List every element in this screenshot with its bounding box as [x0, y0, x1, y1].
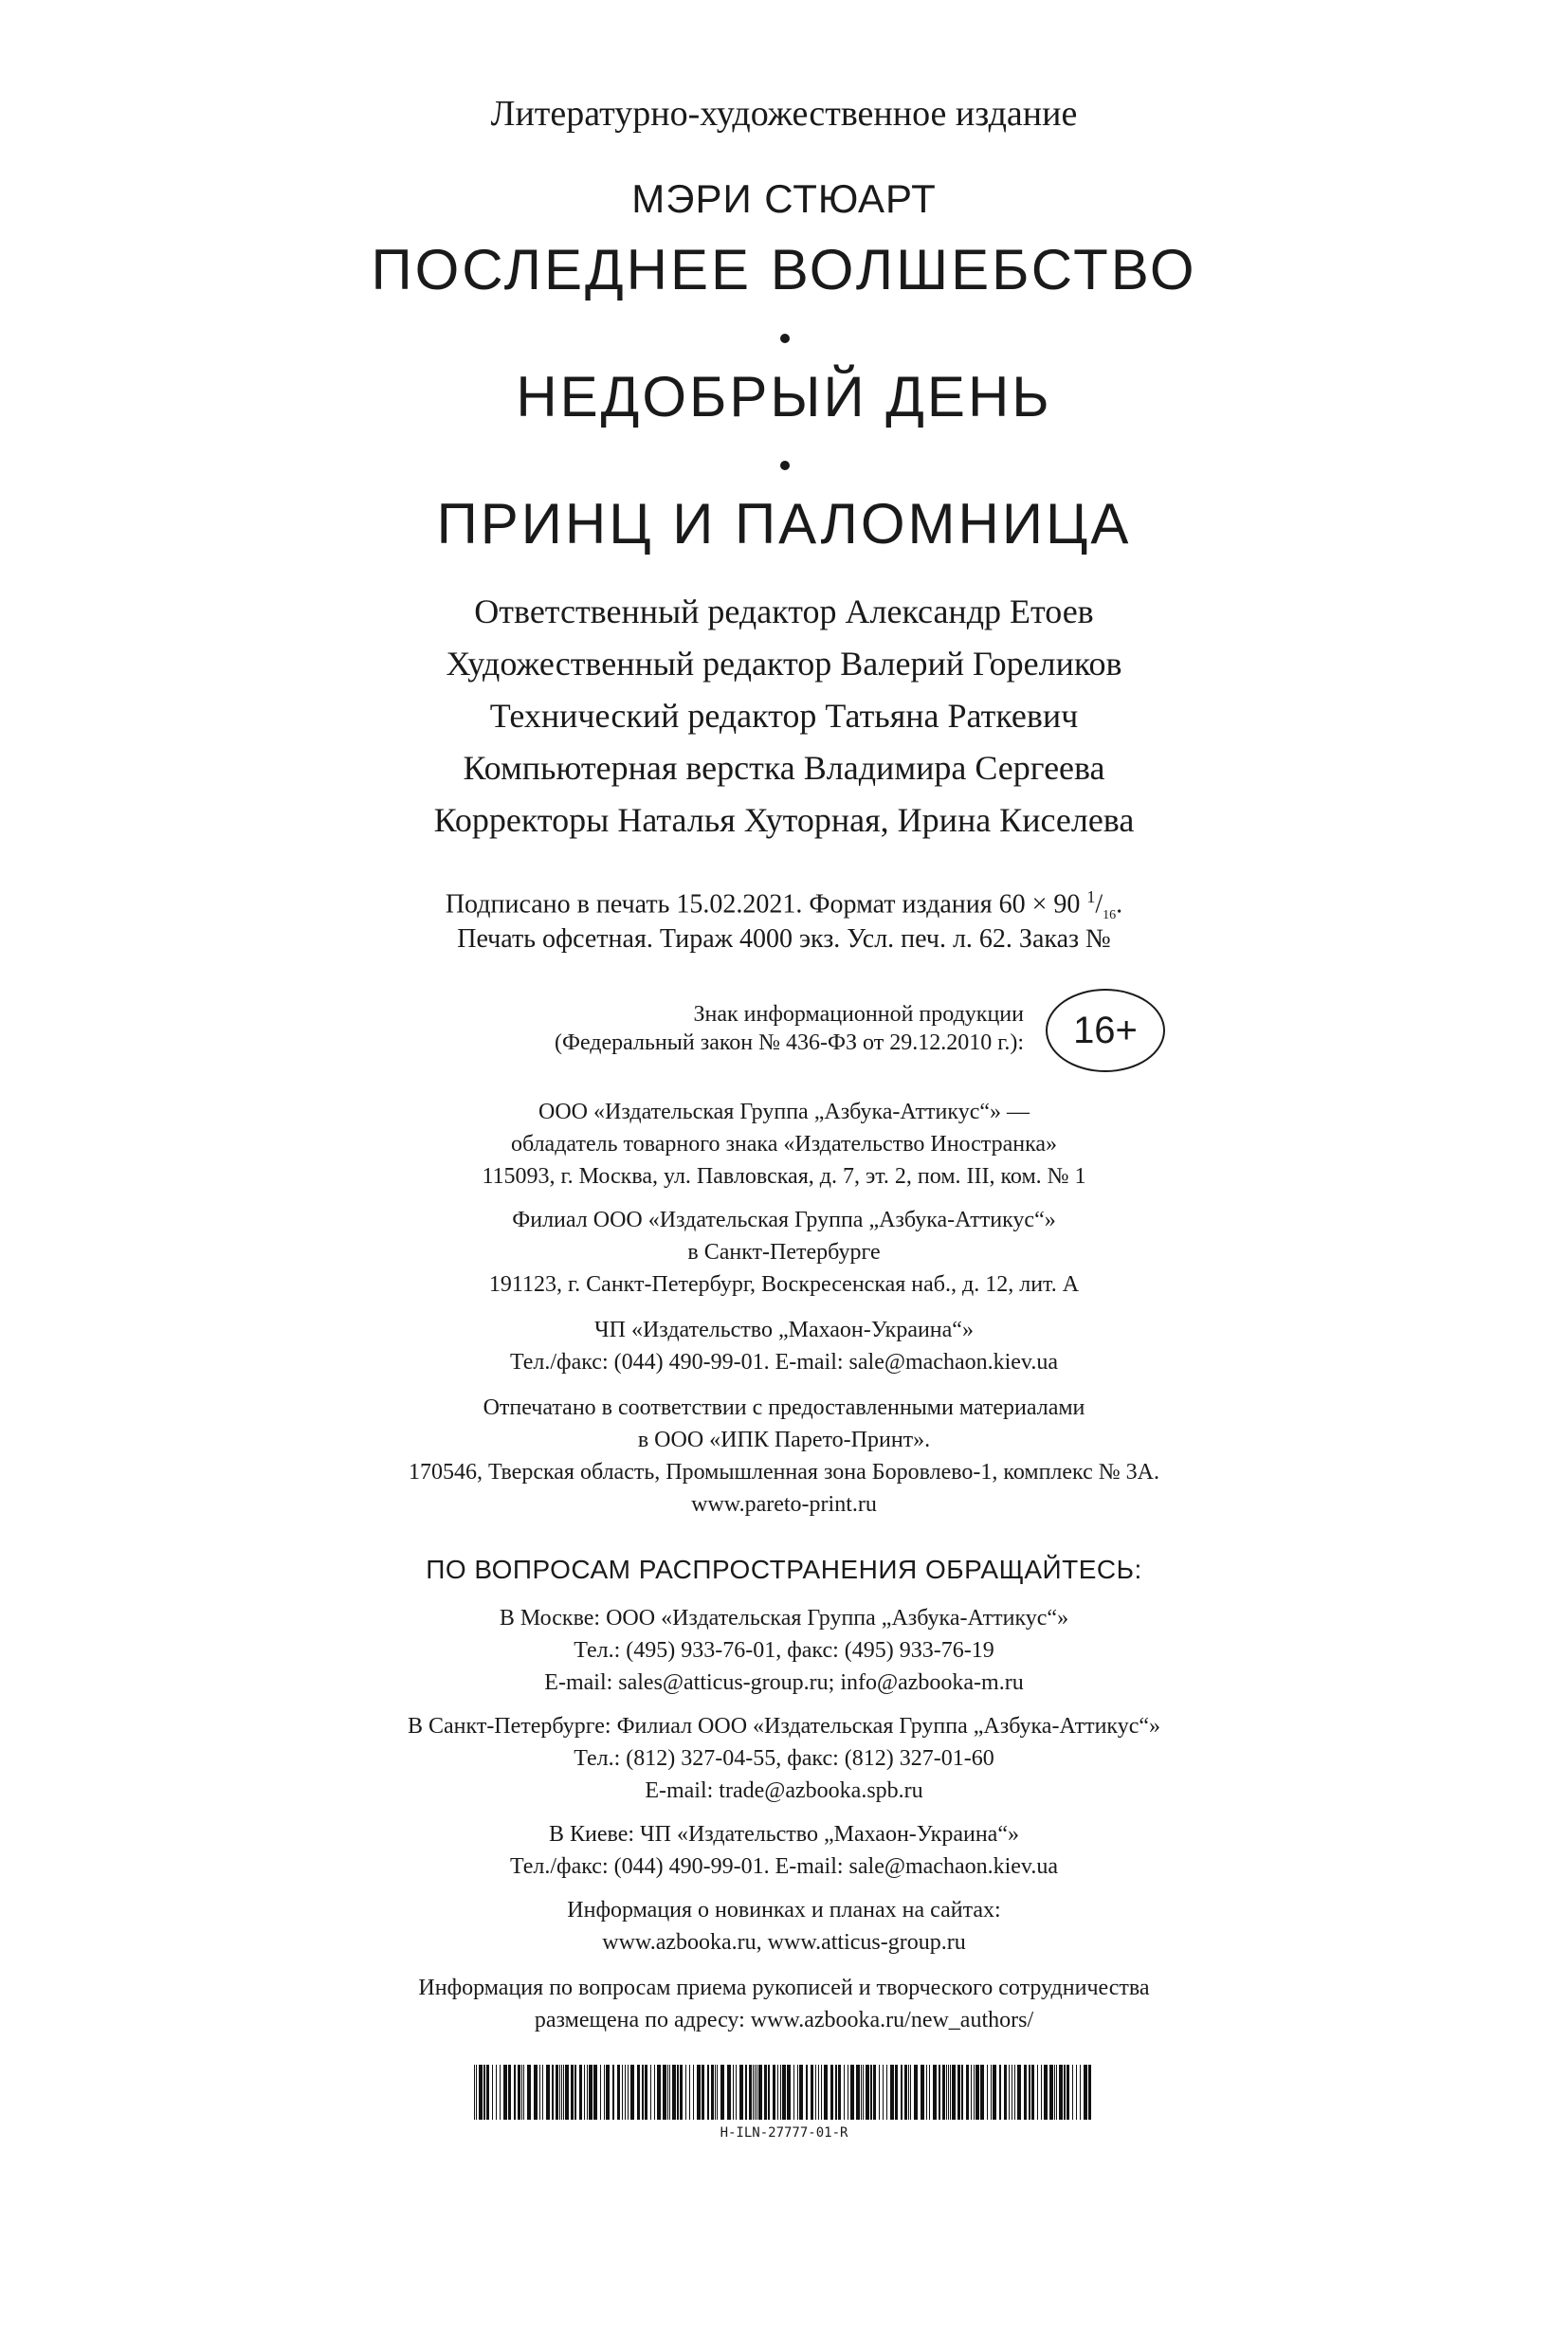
barcode-bar: [1014, 2065, 1015, 2120]
barcode-bar: [680, 2065, 683, 2120]
barcode-bar: [777, 2065, 778, 2120]
barcode-bar: [1031, 2065, 1034, 2120]
barcode-bar: [500, 2065, 501, 2120]
barcode-bar: [780, 2065, 781, 2120]
barcode-bar: [895, 2065, 898, 2120]
barcode-bar: [625, 2065, 626, 2120]
barcode-bar: [727, 2065, 731, 2120]
barcode-bar: [711, 2065, 714, 2120]
distribution-header: ПО ВОПРОСАМ РАСПРОСТРАНЕНИЯ ОБРАЩАЙТЕСЬ:: [426, 1555, 1142, 1584]
barcode-bar: [1004, 2065, 1007, 2120]
barcode-bar: [645, 2065, 647, 2120]
barcode-bar: [717, 2065, 718, 2120]
edition-type: Литературно-художественное издание: [490, 94, 1078, 134]
barcode-bar: [1064, 2065, 1066, 2120]
barcode-bar: [503, 2065, 507, 2120]
publisher-line: ООО «Издательская Группа „Азбука-Аттикус“» —: [538, 1100, 1030, 1124]
barcode-bar: [806, 2065, 808, 2120]
barcode-bar: [657, 2065, 661, 2120]
barcode-bar: [479, 2065, 483, 2120]
title-separator-dot: [780, 461, 790, 470]
barcode-bar: [702, 2065, 704, 2120]
barcode-bar: [486, 2065, 489, 2120]
barcode-bar: [749, 2065, 752, 2120]
title-separator-dot: [780, 334, 790, 343]
barcode-bar: [685, 2065, 686, 2120]
barcode-bar: [753, 2065, 754, 2120]
barcode-bar: [1084, 2065, 1087, 2120]
barcode-bar: [910, 2065, 911, 2120]
barcode-bar: [1067, 2065, 1069, 2120]
barcode-bar: [523, 2065, 524, 2120]
barcode-bar: [518, 2065, 520, 2120]
author-name: МЭРИ СТЮАРТ: [631, 176, 937, 221]
barcode-bar: [650, 2065, 651, 2120]
barcode-bar: [883, 2065, 884, 2120]
barcode-bar: [637, 2065, 640, 2120]
barcode-bar: [571, 2065, 574, 2120]
printer-line: Отпечатано в соответствии с предоставленными материалами: [483, 1395, 1085, 1420]
barcode-bar: [521, 2065, 522, 2120]
distribution-line: E-mail: sales@atticus-group.ru; info@azbooka-m.ru: [544, 1670, 1024, 1695]
barcode-bar: [850, 2065, 854, 2120]
publisher-line: обладатель товарного знака «Издательство Иностранка»: [510, 1132, 1058, 1157]
barcode-bar: [574, 2065, 576, 2120]
barcode-bar: [1088, 2065, 1091, 2120]
distribution-line: E-mail: trade@azbooka.spb.ru: [645, 1778, 923, 1803]
age-rating-line: Знак информационной продукции: [693, 1002, 1024, 1027]
barcode-bar: [556, 2065, 558, 2120]
barcode-bar: [476, 2065, 477, 2120]
barcode-bar: [942, 2065, 945, 2120]
barcode-bar: [697, 2065, 701, 2120]
barcode-bar: [926, 2065, 927, 2120]
barcode-bar: [824, 2065, 828, 2120]
barcode-bar: [508, 2065, 511, 2120]
distribution-line: Информация по вопросам приема рукописей и творческого сотрудничества: [418, 1976, 1150, 2000]
printer-line: 170546, Тверская область, Промышленная зона Боровлево-1, комплекс № 3А.: [409, 1460, 1159, 1485]
barcode-bar: [474, 2065, 475, 2120]
barcode-bar: [793, 2065, 794, 2120]
barcode-bar: [961, 2065, 963, 2120]
print-info-text: Подписано в печать 15.02.2021. Формат издания 60 × 90: [445, 889, 1087, 920]
barcode-bar: [496, 2065, 497, 2120]
barcode-bar: [1054, 2065, 1055, 2120]
barcode-bar: [1041, 2065, 1042, 2120]
publisher-line: Филиал ООО «Издательская Группа „Азбука-Аттикус“»: [512, 1208, 1056, 1232]
barcode-bar: [534, 2065, 538, 2120]
credit-line: Корректоры Наталья Хуторная, Ирина Киселева: [433, 801, 1135, 839]
barcode-bar: [1017, 2065, 1021, 2120]
barcode-bar: [844, 2065, 845, 2120]
barcode-bar: [617, 2065, 620, 2120]
barcode-bar: [908, 2065, 909, 2120]
barcode-bar: [1056, 2065, 1057, 2120]
barcode-bar: [1080, 2065, 1081, 2120]
barcode-bar: [552, 2065, 554, 2120]
barcode-bar: [946, 2065, 947, 2120]
distribution-line: Тел./факс: (044) 490-99-01. E-mail: sale@machaon.kiev.ua: [509, 1854, 1059, 1879]
book-title-3: ПРИНЦ И ПАЛОМНИЦА: [436, 492, 1132, 556]
barcode-bar: [1049, 2065, 1053, 2120]
credit-line: Художественный редактор Валерий Гореликов: [446, 645, 1122, 683]
barcode-bar: [901, 2065, 903, 2120]
publisher-line: ЧП «Издательство „Махаон-Украина“»: [594, 1318, 974, 1342]
barcode-bar: [993, 2065, 996, 2120]
credit-line: Технический редактор Татьяна Раткевич: [489, 697, 1079, 735]
barcode-bar: [950, 2065, 951, 2120]
barcode-bar: [1029, 2065, 1030, 2120]
distribution-line: Информация о новинках и планах на сайтах:: [567, 1898, 1001, 1923]
barcode-bar: [975, 2065, 979, 2120]
barcode-bar: [527, 2065, 531, 2120]
barcode-bar: [739, 2065, 743, 2120]
barcode-bar: [830, 2065, 833, 2120]
barcode-bar: [736, 2065, 737, 2120]
format-fraction-denominator: 16: [1103, 907, 1117, 922]
publisher-line: 115093, г. Москва, ул. Павловская, д. 7, эт. 2, пом. III, ком. № 1: [482, 1164, 1086, 1189]
format-fraction-numerator: 1: [1086, 887, 1096, 906]
barcode-bar: [921, 2065, 924, 2120]
barcode-bar: [873, 2065, 876, 2120]
barcode-bar: [561, 2065, 562, 2120]
barcode-bar: [584, 2065, 585, 2120]
publisher-line: в Санкт-Петербурге: [687, 1240, 881, 1265]
publisher-line: 191123, г. Санкт-Петербург, Воскресенская наб., д. 12, лит. А: [488, 1272, 1080, 1297]
distribution-line: В Москве: ООО «Издательская Группа „Азбука-Аттикус“»: [499, 1606, 1069, 1631]
barcode-bar: [1009, 2065, 1010, 2120]
publisher-line: Тел./факс: (044) 490-99-01. E-mail: sale@machaon.kiev.ua: [509, 1350, 1059, 1375]
barcode-bar: [606, 2065, 610, 2120]
barcode-bar: [563, 2065, 564, 2120]
barcode-bar: [539, 2065, 540, 2120]
credit-line: Компьютерная верстка Владимира Сергеева: [463, 749, 1105, 787]
barcode-bar: [733, 2065, 734, 2120]
barcode-bar: [866, 2065, 869, 2120]
barcode-bar: [1037, 2065, 1038, 2120]
barcode-bar: [890, 2065, 894, 2120]
barcode-bar: [1076, 2065, 1077, 2120]
credit-line: Ответственный редактор Александр Етоев: [474, 592, 1094, 630]
barcode-bar: [672, 2065, 676, 2120]
barcode-bar: [811, 2065, 813, 2120]
barcode-bar: [677, 2065, 679, 2120]
print-info-line-2: Печать офсетная. Тираж 4000 экз. Усл. печ. л. 62. Заказ №: [457, 924, 1111, 954]
barcode-bar: [914, 2065, 918, 2120]
barcode-bar: [663, 2065, 666, 2120]
barcode-bar: [815, 2065, 816, 2120]
barcode-bar: [939, 2065, 940, 2120]
barcode-bar: [579, 2065, 582, 2120]
barcode-bar: [933, 2065, 937, 2120]
barcode-bar: [818, 2065, 819, 2120]
barcode-bar: [987, 2065, 988, 2120]
book-title-1: ПОСЛЕДНЕЕ ВОЛШЕБСТВО: [371, 238, 1197, 301]
barcode-bar: [514, 2065, 516, 2120]
distribution-line: Тел.: (812) 327-04-55, факс: (812) 327-01-60: [574, 1746, 994, 1771]
distribution-line: www.azbooka.ru, www.atticus-group.ru: [602, 1930, 966, 1955]
barcode-bar: [600, 2065, 601, 2120]
barcode-bar: [948, 2065, 949, 2120]
barcode-bar: [821, 2065, 822, 2120]
barcode-bar: [1059, 2065, 1063, 2120]
barcode: [474, 2065, 1094, 2120]
barcode-bar: [587, 2065, 588, 2120]
barcode-bar: [565, 2065, 569, 2120]
age-rating-badge: 16+: [1046, 989, 1165, 1072]
barcode-bar: [966, 2065, 969, 2120]
barcode-bar: [773, 2065, 775, 2120]
barcode-bar: [758, 2065, 762, 2120]
barcode-bar: [799, 2065, 803, 2120]
barcode-bar: [904, 2065, 907, 2120]
barcode-bar: [669, 2065, 670, 2120]
barcode-bar: [838, 2065, 841, 2120]
printer-line: www.pareto-print.ru: [691, 1492, 877, 1517]
barcode-text: H-ILN-27777-01-R: [720, 2125, 848, 2141]
book-title-2: НЕДОБРЫЙ ДЕНЬ: [516, 365, 1052, 428]
barcode-bar: [693, 2065, 694, 2120]
barcode-bar: [870, 2065, 872, 2120]
barcode-bar: [787, 2065, 791, 2120]
barcode-bar: [667, 2065, 668, 2120]
distribution-line: Тел.: (495) 933-76-01, факс: (495) 933-76-19: [574, 1638, 994, 1663]
barcode-bar: [999, 2065, 1001, 2120]
barcode-bar: [622, 2065, 623, 2120]
barcode-bar: [835, 2065, 837, 2120]
barcode-bar: [654, 2065, 655, 2120]
barcode-bar: [745, 2065, 747, 2120]
barcode-bar: [628, 2065, 629, 2120]
barcode-bar: [768, 2065, 770, 2120]
barcode-bar: [952, 2065, 956, 2120]
barcode-bar: [782, 2065, 786, 2120]
barcode-bar: [856, 2065, 860, 2120]
print-info-line-1: Подписано в печать 15.02.2021. Формат издания 60 × 90 $^1/_{16}$.: [445, 887, 1123, 922]
distribution-line: размещена по адресу: www.azbooka.ru/new_authors/: [534, 2008, 1034, 2032]
barcode-bar: [797, 2065, 798, 2120]
barcode-bar: [559, 2065, 560, 2120]
barcode-bar: [971, 2065, 972, 2120]
barcode-bar: [642, 2065, 644, 2120]
barcode-bar: [483, 2065, 485, 2120]
barcode-bar: [546, 2065, 550, 2120]
barcode-bar: [929, 2065, 930, 2120]
barcode-bar: [863, 2065, 864, 2120]
barcode-bar: [612, 2065, 614, 2120]
barcode-bar: [689, 2065, 690, 2120]
barcode-bar: [707, 2065, 709, 2120]
distribution-line: В Киеве: ЧП «Издательство „Махаон-Украина“»: [549, 1822, 1019, 1847]
barcode-bar: [492, 2065, 493, 2120]
age-rating-text: [379, 1000, 1024, 1057]
barcode-bar: [755, 2065, 756, 2120]
age-rating-law: (Федеральный закон № 436-ФЗ от 29.12.2010 г.):: [554, 1030, 1024, 1055]
barcode-bar: [980, 2065, 984, 2120]
barcode-bar: [542, 2065, 543, 2120]
barcode-bar: [589, 2065, 593, 2120]
barcode-bar: [1072, 2065, 1073, 2120]
barcode-bar: [720, 2065, 724, 2120]
barcode-bar: [593, 2065, 597, 2120]
printer-line: в ООО «ИПК Парето-Принт».: [637, 1428, 931, 1452]
barcode-bar: [861, 2065, 862, 2120]
barcode-bar: [879, 2065, 880, 2120]
barcode-bar: [715, 2065, 716, 2120]
barcode-bar: [764, 2065, 767, 2120]
barcode-bar: [1024, 2065, 1027, 2120]
barcode-bar: [886, 2065, 887, 2120]
barcode-bar: [1044, 2065, 1048, 2120]
barcode-bar: [957, 2065, 960, 2120]
barcode-bar: [604, 2065, 605, 2120]
barcode-bar: [991, 2065, 992, 2120]
barcode-bar: [630, 2065, 634, 2120]
barcode-bar: [974, 2065, 975, 2120]
distribution-line: В Санкт-Петербурге: Филиал ООО «Издательская Группа „Азбука-Аттикус“»: [407, 1714, 1161, 1739]
